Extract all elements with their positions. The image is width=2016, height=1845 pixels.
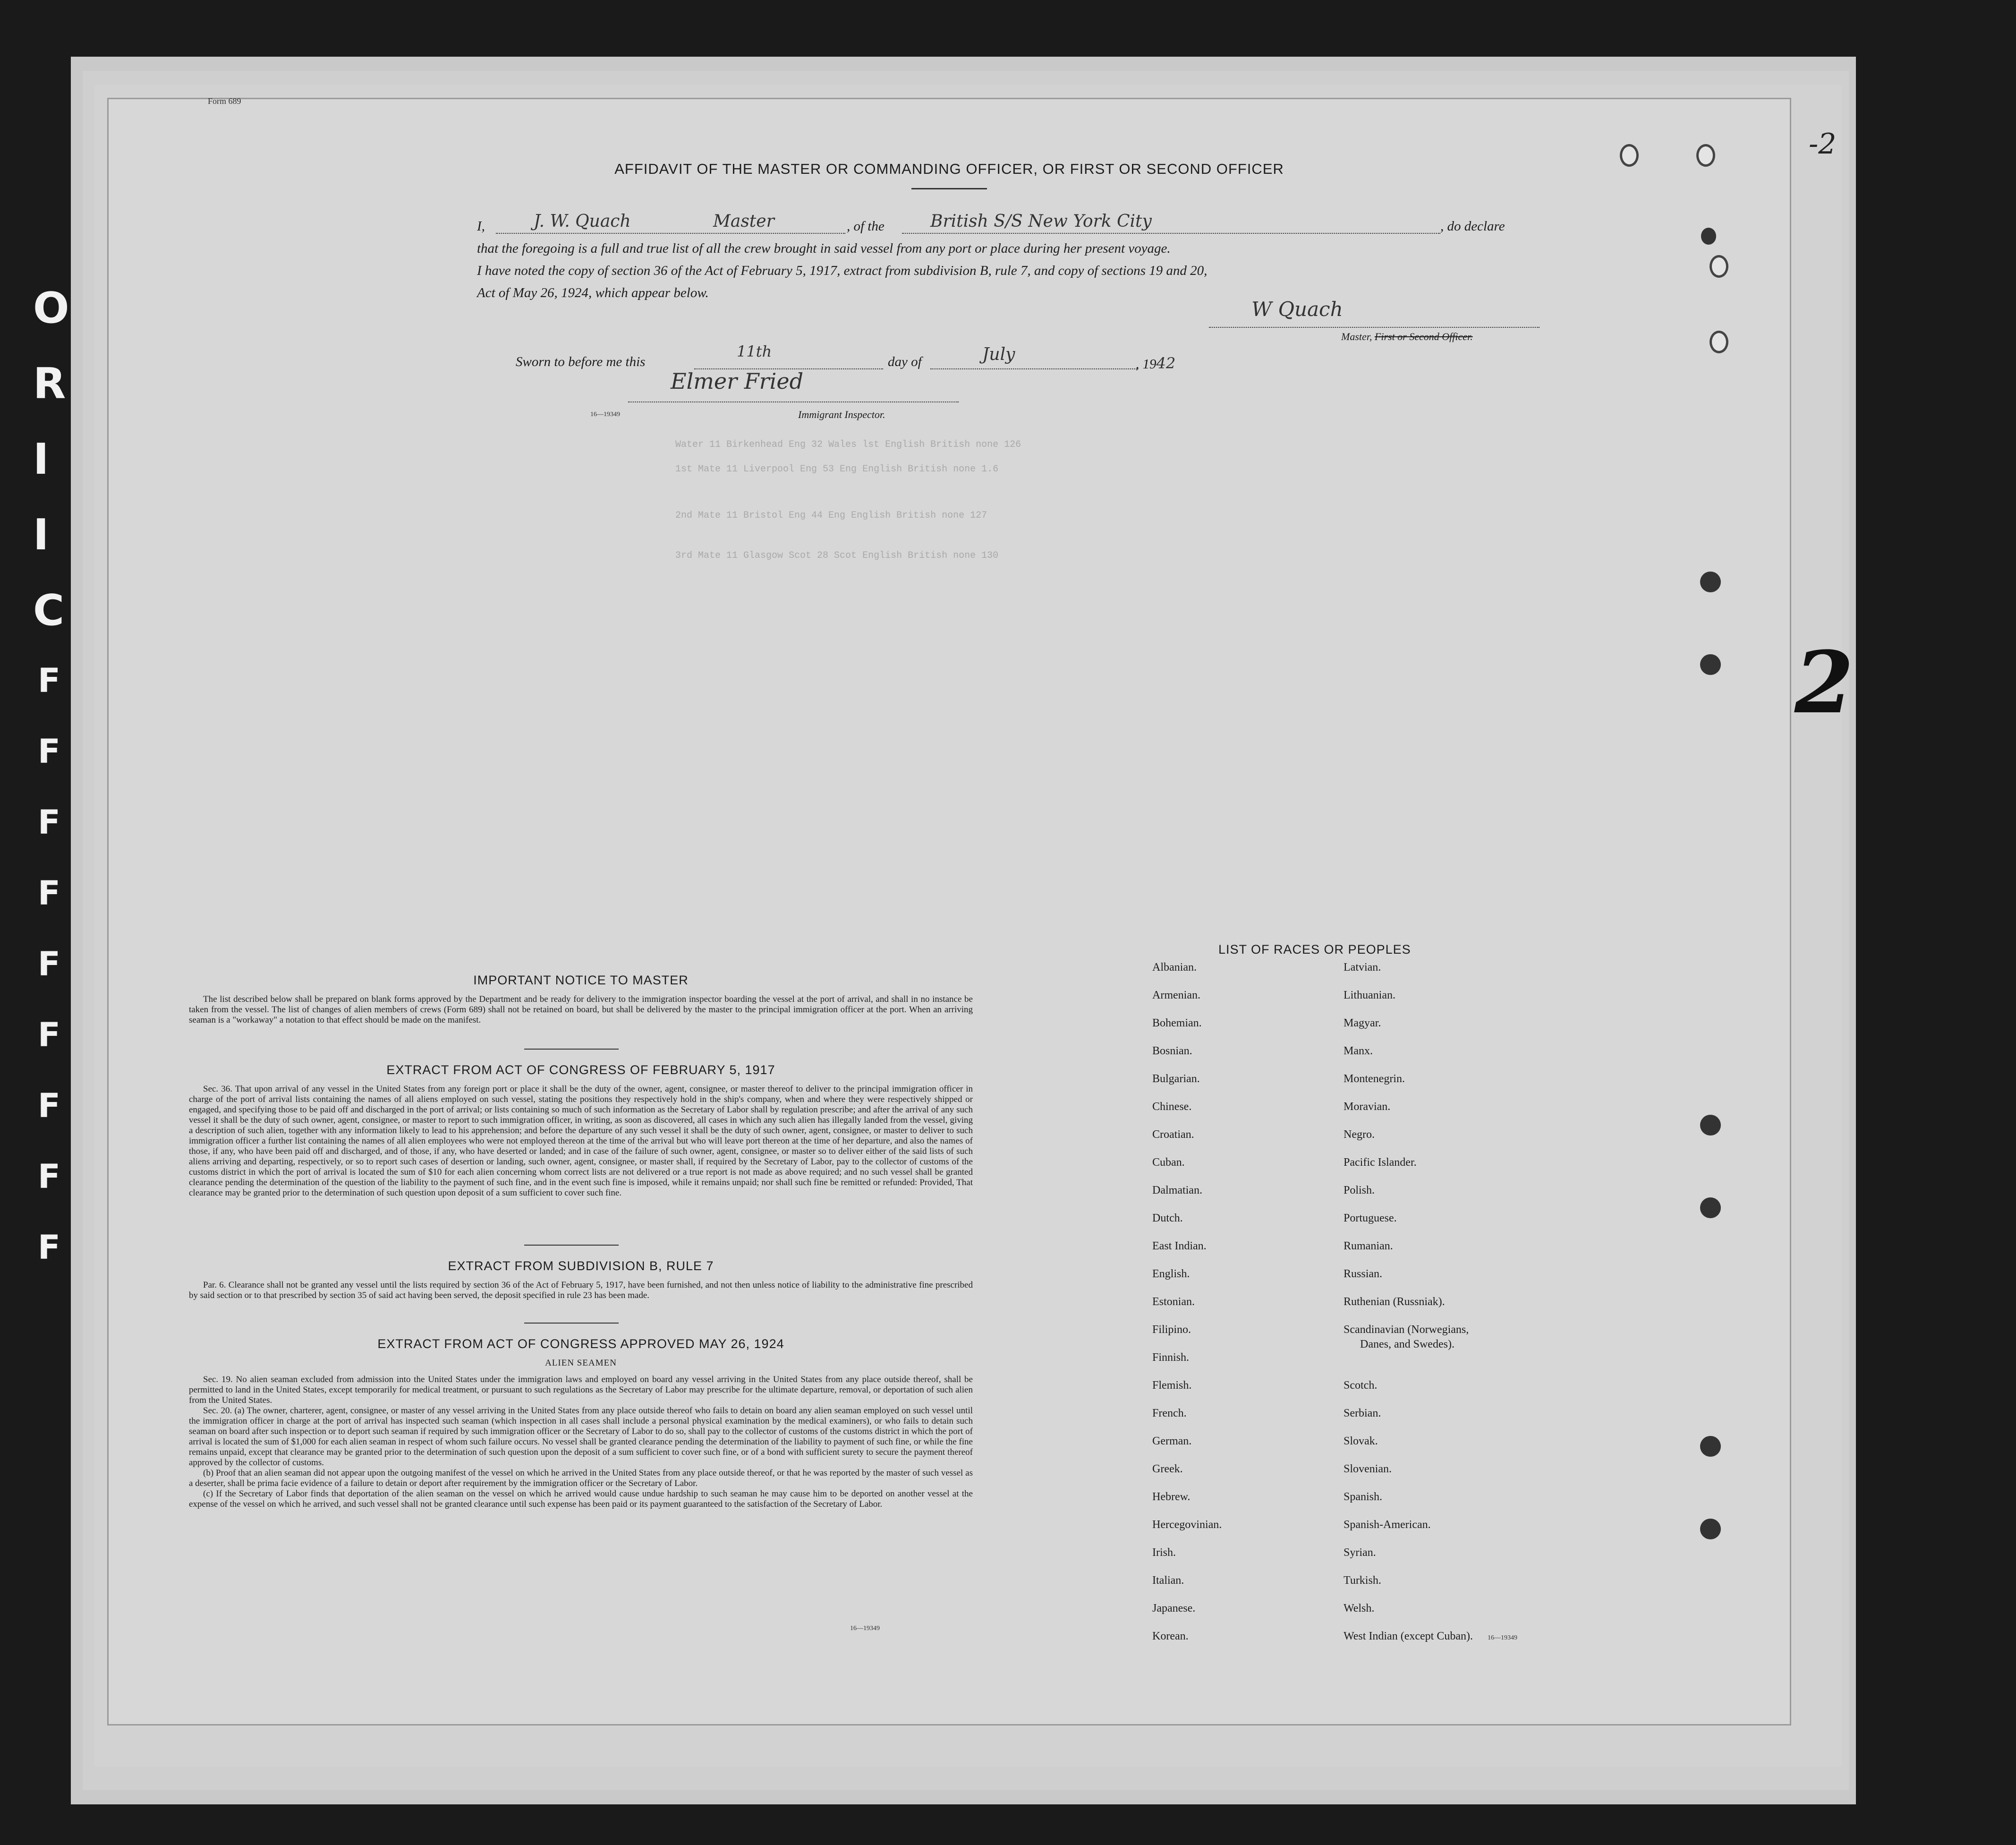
punch-hole-icon xyxy=(1700,572,1721,592)
race-item: Serbian. xyxy=(1344,1407,1381,1419)
extract-1917-text xyxy=(189,1084,973,1198)
section-36-paragraph: Sec. 36. That upon arrival of any vessel in the United States from any foreign port or place it shall be the duty of the owner, agent, consignee, or master thereof to deliver to the principal immigration officer in charge of the port of arrival lists containing the names of all aliens employed on such vessel, stating the positions they respectively hold in the ship's company, when and where they were respectively shipped or engaged, and specifying those to be paid off and discharged in the port of arrival; or lists containing so much of such information as the Secretary of Labor shall by regulation prescribe; and after the arrival of any such vessel it shall be the duty of such owner, agent, consignee, or master to report to such immigration officer, in writing, as soon as discovered, all cases in which any such alien has illegally landed from the vessel, giving a description of such alien, together with any information likely to lead to his apprehension; and before the departure of any such vessel it shall be the duty of such owner, agent, consignee, or master to deliver to such immigration officer a further list containing the names of all alien employees who were not employed thereon at the time of the arrival but who will leave port thereon at the time of her departure, and also the names of those, if any, who have been paid off and discharged, and of those, if any, who have deserted or landed; and in case of the failure of such owner, agent, consignee, or master so to deliver either of the said lists of such aliens arriving and departing, respectively, or so to report such cases of desertion or landing, such owner, agent, consignee, or master shall, if required by the Secretary of Labor, pay to the collector of customs of the customs district in which the port of arrival is located the sum of $10 for each alien concerning whom correct lists are not delivered or a true report is not made as above required; and no such vessel shall be granted clearance pending the determination of the question of the liability to the payment of such fine, and in the event such fine is imposed, while it remains unpaid; nor shall such fine be remitted or refunded: Provided, That clearance may be granted prior to the determination of such question upon deposit of a sum sufficient to cover such fine. xyxy=(189,1084,973,1198)
vessel-name-line xyxy=(902,233,1440,234)
race-item: Filipino. xyxy=(1152,1324,1191,1336)
race-item: Ruthenian (Russniak). xyxy=(1344,1296,1445,1308)
race-item: Chinese. xyxy=(1152,1101,1192,1113)
caption-officer-struck: First or Second Officer. xyxy=(1374,331,1473,342)
section-divider xyxy=(524,1049,619,1050)
master-name-line xyxy=(496,233,845,234)
race-item: English. xyxy=(1152,1268,1190,1280)
affidavit-title: AFFIDAVIT OF THE MASTER OR COMMANDING OFFICER, OR FIRST OR SECOND OFFICER xyxy=(614,161,1284,177)
races-right-column xyxy=(1344,961,1627,1670)
race-item: Russian. xyxy=(1344,1268,1383,1280)
extract-rule7-title: EXTRACT FROM SUBDIVISION B, RULE 7 xyxy=(448,1259,714,1273)
race-item: Portuguese. xyxy=(1344,1212,1397,1224)
bleed-line: 1st Mate 11 Liverpool Eng 53 Eng English British none 1.6 xyxy=(675,464,999,475)
race-item: Spanish-American. xyxy=(1344,1519,1431,1531)
caption-master: Master, xyxy=(1341,331,1372,342)
master-role: Master xyxy=(713,212,774,231)
race-item: Cuban. xyxy=(1152,1156,1185,1169)
declaration-line-3: I have noted the copy of section 36 of the Act of February 5, 1917, extract from subdivision B, rule 7, and copy of sections 19 and 20, xyxy=(477,263,1208,278)
master-signature: W Quach xyxy=(1251,298,1343,321)
race-item: Welsh. xyxy=(1344,1602,1375,1614)
race-item: Latvian. xyxy=(1344,961,1381,974)
race-item: Greek. xyxy=(1152,1463,1183,1475)
race-item: Polish. xyxy=(1344,1184,1375,1196)
bleed-line: Water 11 Birkenhead Eng 32 Wales lst English British none 126 xyxy=(675,439,1021,450)
race-item: Bohemian. xyxy=(1152,1017,1202,1029)
punch-hole-icon xyxy=(1620,144,1639,167)
race-item: Hercegovinian. xyxy=(1152,1519,1222,1531)
race-item: Japanese. xyxy=(1152,1602,1196,1614)
year-prefix: , 19 xyxy=(1136,357,1157,372)
rule-7-paragraph: Par. 6. Clearance shall not be granted any vessel until the lists required by section 36 of the Act of February 5, 1917, have been furnished, and not then unless notice of liability to the administrative fine prescribed by said section or to that prescribed by section 35 of said act having been served, the deposit specified in rule 23 has been made. xyxy=(189,1280,973,1300)
notice-text xyxy=(189,994,973,1025)
race-item: Danes, and Swedes). xyxy=(1360,1338,1455,1350)
notice-paragraph: The list described below shall be prepared on blank forms approved by the Department and be ready for delivery to the immigration inspector boarding the vessel at the port of arrival, and shall in no instance be taken from the vessel. The list of changes of alien members of crews (Form 689) shall not be retained on board, but shall be delivered by the master to the principal immigration officer at the port. When an arriving seaman is a "workaway" a notation to that effect should be made on the manifest. xyxy=(189,994,973,1025)
extract-1924-title: EXTRACT FROM ACT OF CONGRESS APPROVED MAY 26, 1924 xyxy=(377,1337,784,1351)
race-item: Moravian. xyxy=(1344,1101,1391,1113)
punch-hole-icon xyxy=(1700,1436,1721,1457)
margin-note-top: -2 xyxy=(1809,128,1837,161)
sworn-day: 11th xyxy=(737,342,772,360)
race-item: Bosnian. xyxy=(1152,1045,1192,1057)
form-page xyxy=(109,96,1790,1724)
race-item: Irish. xyxy=(1152,1546,1176,1559)
punch-hole-icon xyxy=(1696,144,1715,167)
do-declare-label: , do declare xyxy=(1440,219,1505,234)
race-item: Rumanian. xyxy=(1344,1240,1393,1252)
punch-hole-icon xyxy=(1710,331,1728,353)
race-item: East Indian. xyxy=(1152,1240,1207,1252)
vessel-name: British S/S New York City xyxy=(930,212,1152,231)
section-19-paragraph: Sec. 19. No alien seaman excluded from admission into the United States under the immigration laws and employed on board any vessel arriving in the United States from any place outside thereof, shall be permitted to land in the United States, except temporarily for medical treatment, or pursuant to such regulations as the Secretary of Labor may prescribe for the ultimate departure, removal, or deportation of such alien from the United States. xyxy=(189,1375,973,1405)
bleed-through-area xyxy=(675,439,1714,912)
race-item: Albanian. xyxy=(1152,961,1197,974)
races-form-code: 16—19349 xyxy=(1488,1634,1517,1641)
race-item: Slovak. xyxy=(1344,1435,1378,1447)
sworn-month-line xyxy=(930,368,1138,369)
race-item: Korean. xyxy=(1152,1630,1189,1642)
race-item: Italian. xyxy=(1152,1574,1184,1587)
race-item: Scotch. xyxy=(1344,1379,1378,1392)
race-item: Lithuanian. xyxy=(1344,989,1395,1001)
declaration-i: I, xyxy=(477,219,485,234)
declaration-line-2: that the foregoing is a full and true list of all the crew brought in said vessel from any port or place during her present voyage. xyxy=(477,241,1171,256)
notice-title: IMPORTANT NOTICE TO MASTER xyxy=(473,973,689,987)
declaration-line-4: Act of May 26, 1924, which appear below. xyxy=(477,285,709,300)
inspector-form-code: 16—19349 xyxy=(590,411,620,418)
race-item: Croatian. xyxy=(1152,1128,1194,1141)
race-item: Spanish. xyxy=(1344,1491,1383,1503)
margin-note-large: 2 xyxy=(1795,633,1854,733)
inspector-line xyxy=(628,401,959,402)
sworn-month: July xyxy=(982,345,1015,364)
section-20c-paragraph: (c) If the Secretary of Labor finds that deportation of the alien seaman on the vessel on which he arrived would cause undue hardship to such seaman he may cause him to be deported on another vessel at the expense of the vessel on which he arrived, and such vessel shall not be granted clearance until such expense has been paid or its payment guaranteed to the satisfaction of the Secretary of Labor. xyxy=(189,1489,973,1509)
section-20b-paragraph: (b) Proof that an alien seaman did not appear upon the outgoing manifest of the vessel on which he arrived in the United States from any place outside thereof, or that he was reported by the master of such vessel as a deserter, shall be prima facie evidence of a failure to detain or deport after requirement by the immigration officer or the Secretary of Labor. xyxy=(189,1468,973,1488)
bleed-line: 3rd Mate 11 Glasgow Scot 28 Scot English British none 130 xyxy=(675,550,999,561)
race-item: Bulgarian. xyxy=(1152,1073,1200,1085)
races-left-column xyxy=(1152,961,1341,1670)
title-underline xyxy=(911,188,987,189)
punch-hole-icon xyxy=(1710,255,1728,278)
race-item: Armenian. xyxy=(1152,989,1200,1001)
sworn-label: Sworn to before me this xyxy=(516,354,646,369)
race-item: Dalmatian. xyxy=(1152,1184,1202,1196)
punch-hole-icon xyxy=(1700,654,1721,675)
extract-form-code: 16—19349 xyxy=(850,1625,880,1632)
race-item: German. xyxy=(1152,1435,1192,1447)
race-item: Montenegrin. xyxy=(1344,1073,1405,1085)
section-divider xyxy=(524,1245,619,1246)
bleed-line: 2nd Mate 11 Bristol Eng 44 Eng English British none 127 xyxy=(675,510,987,521)
race-item: West Indian (except Cuban). xyxy=(1344,1630,1473,1642)
extract-1924-text xyxy=(189,1375,973,1510)
races-title: LIST OF RACES OR PEOPLES xyxy=(1218,942,1411,957)
section-20a-paragraph: Sec. 20. (a) The owner, charterer, agent, consignee, or master of any vessel arriving in the United States from any place outside thereof who fails to detain on board any alien seaman employed on such vessel until the immigration officer in charge at the port of arrival has inspected such seaman (which inspection in all cases shall include a personal physical examination by the medical examiners), or who fails to detain such seaman on board after such inspection or to deport such seaman if required by such immigration officer or the Secretary of Labor to do so, shall pay to the collector of customs of the customs district in which the port of arrival is located the sum of $1,000 for each alien seaman in respect of whom such failure occurs. No vessel shall be granted clearance pending the determination of the liability to payment of such fine, or while the fine remains unpaid, except that clearance may be granted prior to the determination of such question upon the deposit of a sum sufficient to cover such fine, or of a bond with sufficient surety to secure the payment thereof approved by the collector of customs. xyxy=(189,1406,973,1468)
race-item: French. xyxy=(1152,1407,1187,1419)
race-item: Finnish. xyxy=(1152,1351,1190,1364)
punch-hole-icon xyxy=(1700,1519,1721,1539)
year-suffix: 42 xyxy=(1156,354,1176,372)
master-name: J. W. Quach xyxy=(534,212,631,231)
race-item: Syrian. xyxy=(1344,1546,1376,1559)
day-of-label: day of xyxy=(888,354,922,369)
race-item: Estonian. xyxy=(1152,1296,1195,1308)
punch-hole-icon xyxy=(1700,1115,1721,1136)
race-item: Dutch. xyxy=(1152,1212,1183,1224)
race-item: Manx. xyxy=(1344,1045,1373,1057)
signature-line xyxy=(1209,327,1540,328)
race-item: Turkish. xyxy=(1344,1574,1381,1587)
punch-hole-icon xyxy=(1700,1197,1721,1218)
of-the-label: , of the xyxy=(847,219,885,234)
form-number: Form 689 xyxy=(208,96,241,106)
race-item: Magyar. xyxy=(1344,1017,1381,1029)
year-label xyxy=(1136,354,1175,372)
signature-caption xyxy=(1341,331,1473,343)
race-item: Pacific Islander. xyxy=(1344,1156,1417,1169)
section-divider xyxy=(524,1323,619,1324)
punch-hole-icon xyxy=(1701,228,1716,245)
alien-seamen-subtitle: ALIEN SEAMEN xyxy=(545,1358,617,1368)
inspector-signature: Elmer Fried xyxy=(671,368,804,394)
extract-1917-title: EXTRACT FROM ACT OF CONGRESS OF FEBRUARY 5, 1917 xyxy=(386,1063,775,1077)
binding-margin: O R I I C F F F F F F F F F xyxy=(33,283,69,1267)
extract-rule7-text xyxy=(189,1280,973,1301)
race-item: Hebrew. xyxy=(1152,1491,1191,1503)
race-item: Negro. xyxy=(1344,1128,1375,1141)
inspector-caption: Immigrant Inspector. xyxy=(798,409,885,420)
race-item: Flemish. xyxy=(1152,1379,1192,1392)
race-item: Scandinavian (Norwegians, xyxy=(1344,1324,1469,1336)
race-item: Slovenian. xyxy=(1344,1463,1392,1475)
